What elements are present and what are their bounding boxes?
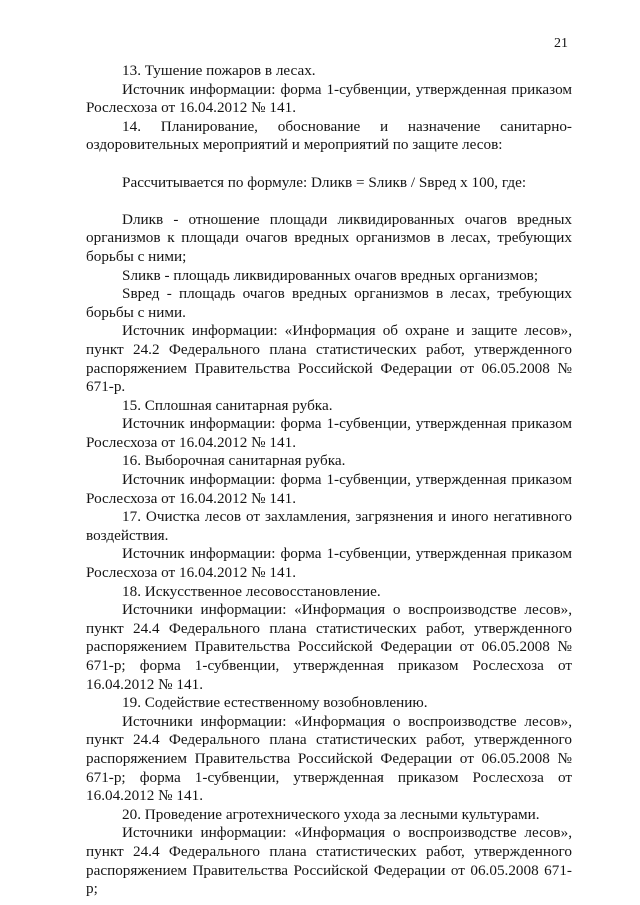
paragraph-item-13-source: Источник информации: форма 1-субвенции, утвержденная приказом Рослесхоза от 16.04.2012 № 141.	[86, 80, 572, 117]
paragraph-item-19-title: 19. Содействие естественному возобновлению.	[122, 694, 428, 712]
formula-definition-svred: Sвред - площадь очагов вредных организмов в лесах, требующих борьбы с ними.	[86, 285, 572, 321]
paragraph-item-19-source: Источники информации: «Информация о воспроизводстве лесов», пункт 24.4 Федерального плана статистических работ, утвержденного распоряжением Правительства Российской Федерации от 06.05.2008 № 671-р; форма 1-субвенции, утвержденная приказом Рослесхоза от 16.04.2012 № 141.	[86, 712, 572, 805]
blank-line	[86, 192, 572, 211]
document-body	[86, 62, 572, 899]
paragraph-item-17-source: Источник информации: форма 1-субвенции, утвержденная приказом Рослесхоза от 16.04.2012 № 141.	[86, 545, 572, 582]
paragraph-item-20-source: Источники информации: «Информация о воспроизводстве лесов», пункт 24.4 Федерального плана статистических работ, утвержденного распоряжением Правительства Российской Федерации от 06.05.2008 671-р;	[86, 824, 572, 898]
paragraph-item-18-title: 18. Искусственное лесовосстановление.	[122, 582, 381, 600]
paragraph-item-17-title: 17. Очистка лесов от захламления, загрязнения и иного негативного воздействия.	[86, 508, 572, 544]
page-number: 21	[554, 36, 568, 51]
paragraph-item-14-title: 14. Планирование, обоснование и назначение санитарно-оздоровительных мероприятий и мероприятий по защите лесов:	[86, 117, 572, 154]
paragraph-item-20-title: 20. Проведение агротехнического ухода за лесными культурами.	[122, 805, 540, 823]
paragraph-item-13-title: 13. Тушение пожаров в лесах.	[122, 62, 316, 79]
formula-definition-slikv: Sликв - площадь ликвидированных очагов вредных организмов;	[122, 266, 539, 284]
paragraph-item-16-source: Источник информации: форма 1-субвенции, утвержденная приказом Рослесхоза от 16.04.2012 № 141.	[86, 471, 572, 507]
formula-line: Рассчитывается по формуле: Dликв = Sликв / Sвред х 100, где:	[122, 173, 527, 191]
paragraph-item-16-title: 16. Выборочная санитарная рубка.	[122, 452, 346, 470]
paragraph-item-15-title: 15. Сплошная санитарная рубка.	[122, 396, 333, 414]
paragraph-item-18-source: Источники информации: «Информация о воспроизводстве лесов», пункт 24.4 Федерального плана статистических работ, утвержденного распоряжением Правительства Российской Федерации от 06.05.2008 № 671-р; форма 1-субвенции, утвержденная приказом Рослесхоза от 16.04.2012 № 141.	[86, 601, 572, 693]
blank-line	[86, 155, 572, 174]
paragraph-item-14-source: Источник информации: «Информация об охране и защите лесов», пункт 24.2 Федерального плана статистических работ, утвержденного распоряжением Правительства Российской Федерации от 06.05.2008 № 671-р.	[86, 322, 572, 396]
formula-definition-dlikv: Dликв - отношение площади ликвидированных очагов вредных организмов к площади очагов вредных организмов в лесах, требующих борьбы с ними;	[86, 210, 572, 265]
paragraph-item-15-source: Источник информации: форма 1-субвенции, утвержденная приказом Рослесхоза от 16.04.2012 № 141.	[86, 415, 572, 451]
